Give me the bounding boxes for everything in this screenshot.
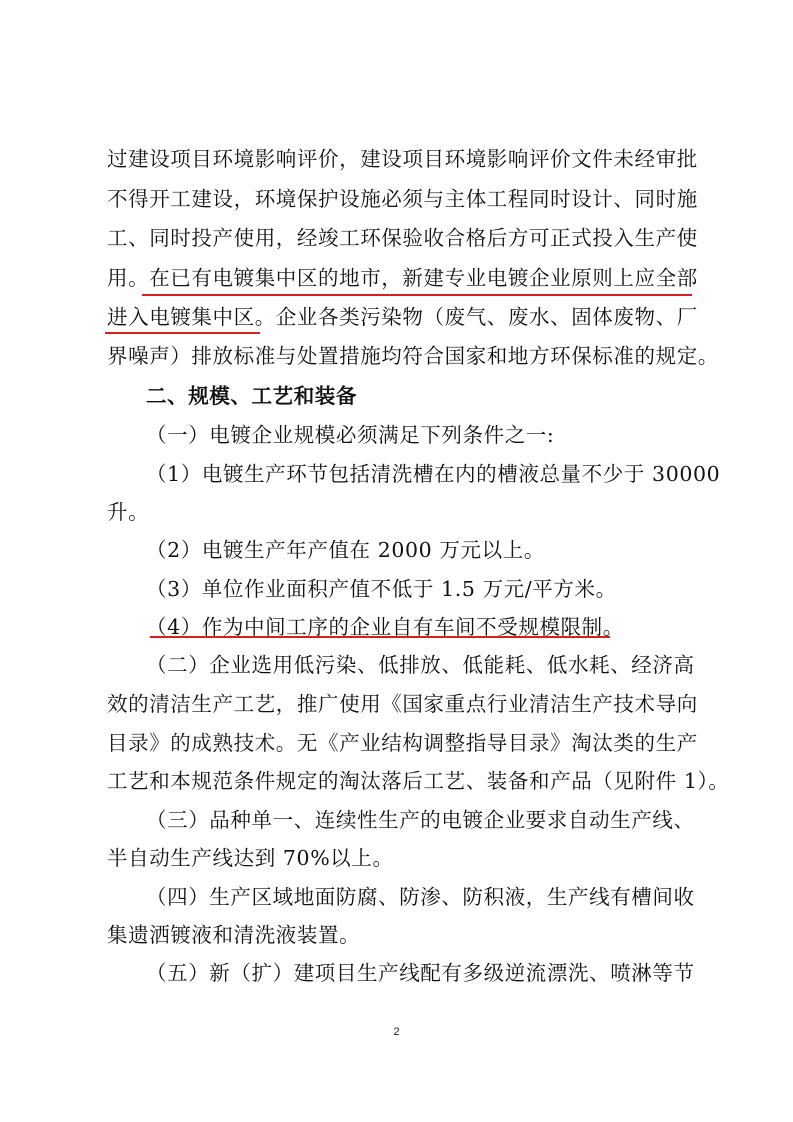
text-line-13 xyxy=(146,611,624,643)
text-line-4-plain: 用。 xyxy=(107,266,150,290)
text-line-9: （1）电镀生产环节包括清洗槽在内的槽液总量不少于 30000 xyxy=(146,462,721,486)
section-heading: 二、规模、工艺和装备 xyxy=(146,384,357,408)
text-line-5 xyxy=(107,301,698,333)
text-line-19: 半自动生产线达到 70%以上。 xyxy=(107,846,394,870)
text-line-17: 工艺和本规范条件规定的淘汰落后工艺、装备和产品（见附件 1）。 xyxy=(107,769,730,793)
page-number: 2 xyxy=(393,1026,400,1038)
text-line-6: 界噪声）排放标准与处置措施均符合国家和地方环保标准的规定。 xyxy=(107,344,719,368)
highlighted-text-2: 进入电镀集中区。 xyxy=(107,305,276,329)
text-line-5-plain: 企业各类污染物（废气、废水、固体废物、厂 xyxy=(275,305,698,329)
text-line-16: 目录》的成熟技术。无《产业结构调整指导目录》淘汰类的生产 xyxy=(107,731,698,755)
text-line-12: （3）单位作业面积产值不低于 1.5 万元/平方米。 xyxy=(146,577,617,601)
red-underline-1 xyxy=(142,294,692,296)
text-line-21: 集遗洒镀液和清洗液装置。 xyxy=(107,923,361,947)
text-line-20: （四）生产区域地面防腐、防渗、防积液，生产线有槽间收 xyxy=(146,885,695,909)
text-line-15: 效的清洁生产工艺，推广使用《国家重点行业清洁生产技术导向 xyxy=(107,692,698,716)
highlighted-text-3: （4）作为中间工序的企业自有车间不受规模限制。 xyxy=(146,615,624,639)
text-line-3: 工、同时投产使用，经竣工环保验收合格后方可正式投入生产使 xyxy=(107,226,698,250)
highlighted-text-1: 在已有电镀集中区的地市，新建专业电镀企业原则上应全部 xyxy=(149,266,698,290)
text-line-10: 升。 xyxy=(107,500,150,524)
text-line-4 xyxy=(107,262,698,294)
text-line-22: （五）新（扩）建项目生产线配有多级逆流漂洗、喷淋等节 xyxy=(146,961,695,985)
text-line-1: 过建设项目环境影响评价，建设项目环境影响评价文件未经审批 xyxy=(107,147,698,171)
text-line-8: （一）电镀企业规模必须满足下列条件之一: xyxy=(146,423,555,447)
red-underline-2 xyxy=(105,332,260,334)
text-line-11: （2）电镀生产年产值在 2000 万元以上。 xyxy=(146,538,545,562)
text-line-2: 不得开工建设，环境保护设施必须与主体工程同时设计、同时施 xyxy=(107,187,698,211)
text-line-14: （二）企业选用低污染、低排放、低能耗、低水耗、经济高 xyxy=(146,653,695,677)
text-line-18: （三）品种单一、连续性生产的电镀企业要求自动生产线、 xyxy=(146,808,695,832)
red-underline-3 xyxy=(150,636,610,638)
